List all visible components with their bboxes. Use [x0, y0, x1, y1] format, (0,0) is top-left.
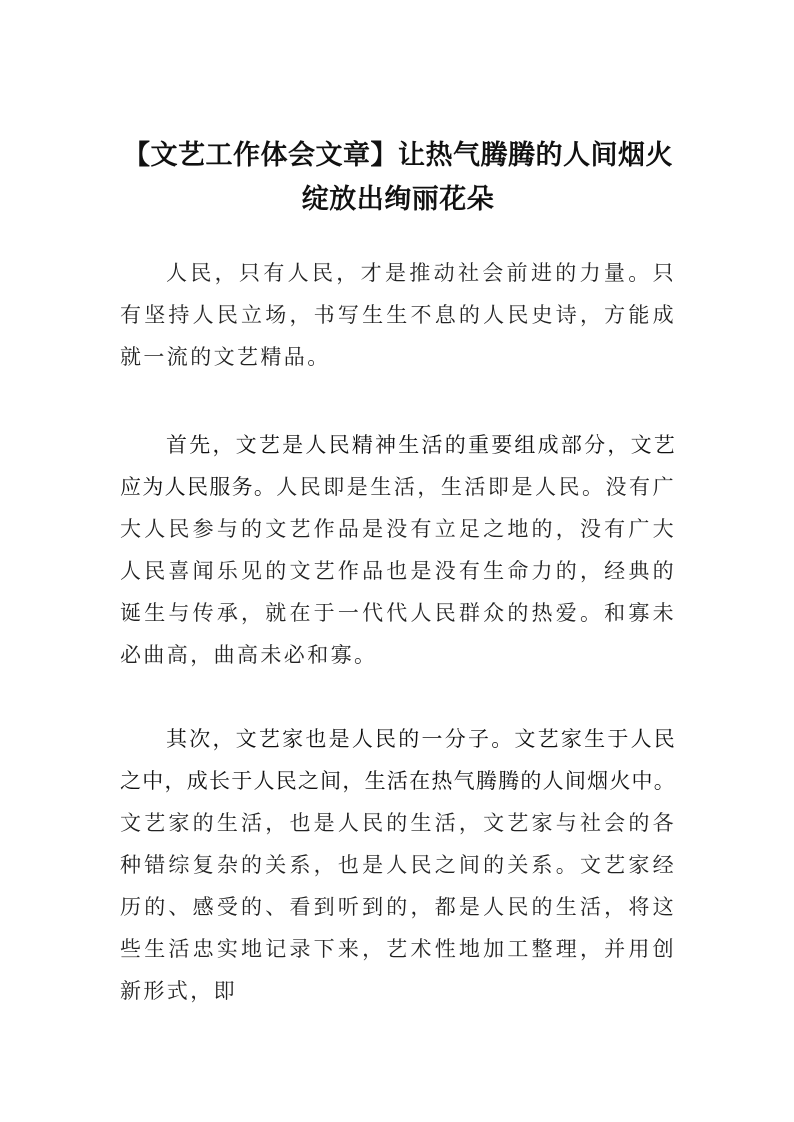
paragraph-2 [120, 424, 676, 676]
document-title: 【文艺工作体会文章】让热气腾腾的人间烟火绽放出绚丽花朵 [123, 140, 673, 215]
paragraph-2-lead: 首先，文艺是人民精神生活的重要组成部分，文艺应为人民服务。 [120, 433, 676, 499]
paragraph-2-text: 人民即是生活，生活即是人民。没有广大人民参与的文艺作品是没有立足之地的，没有广大人民喜闻乐见的文艺作品也是没有生命力的，经典的诞生与传承，就在于一代代人民群众的热爱。和寡未必曲高，曲高未必和寡。 [120, 475, 676, 667]
paragraph-3 [120, 718, 676, 1012]
paragraph-3-text: 文艺家的生活，也是人民的生活，文艺家与社会的各种错综复杂的关系，也是人民之间的关系。文艺家经历的、感受的、看到听到的，都是人民的生活，将这些生活忠实地记录下来，艺术性地加工整理，并用创新形式，即 [120, 811, 676, 1003]
paragraph-1 [120, 252, 676, 378]
paragraph-3-lead: 其次，文艺家也是人民的一分子。文艺家生于人民之中，成长于人民之间，生活在热气腾腾的人间烟火中。 [120, 727, 676, 793]
paragraph-1-text: 人民，只有人民，才是推动社会前进的力量。只有坚持人民立场，书写生生不息的人民史诗，方能成就一流的文艺精品。 [120, 261, 676, 369]
